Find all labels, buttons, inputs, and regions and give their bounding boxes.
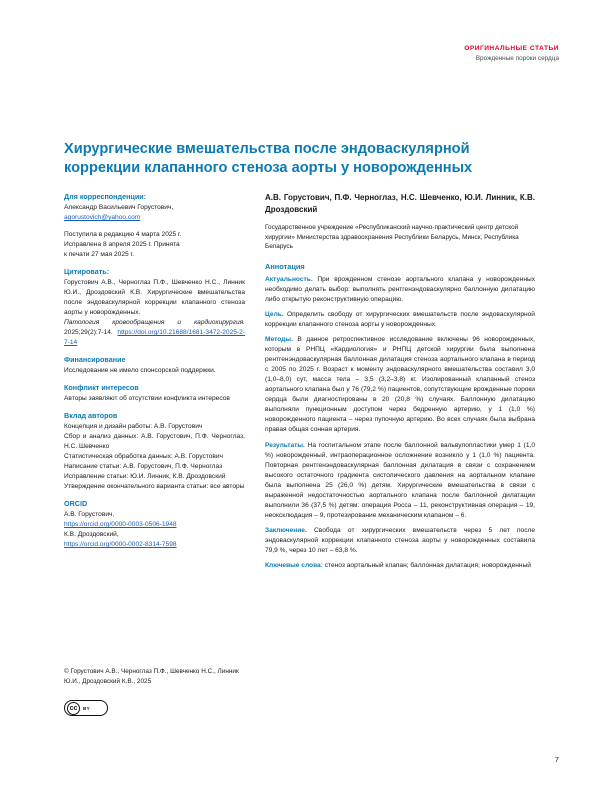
page-title: Хирургические вмешательства после эндоваскулярной коррекции клапанного стеноза аорты у новорожденных [64, 140, 473, 177]
contribution-item: Утверждение окончательного варианта статьи: все авторы [64, 483, 245, 490]
abstract-section-lead: Актуальность. [265, 276, 313, 284]
contribution-item: Написание статьи: А.В. Горустович, П.Ф. Черноглаз [64, 462, 223, 470]
contribution-block [64, 411, 245, 492]
abstract-section-lead: Цель. [265, 311, 284, 319]
citation-journal: Патология кровообращения и кардиохирургия. [64, 319, 245, 327]
running-head [464, 45, 559, 64]
contribution-item: Исправление статьи: Ю.И. Линник, К.В. Дроздовский [64, 472, 226, 480]
abstract-section [265, 275, 535, 305]
author-list: А.В. Горустович, П.Ф. Черноглаз, Н.С. Шевченко, Ю.И. Линник, К.В. Дроздовский [265, 193, 535, 214]
correspondence-name: Александр Васильевич Горустович, [64, 203, 174, 211]
citation-doi-link[interactable]: https://doi.org/10.21688/1681-3472-2025-2-7-14 [64, 329, 245, 347]
affiliation: Государственное учреждение «Республиканский научно-практический центр детской хирургии» Министерства здравоохранения Республики Беларусь, Минск, Республика Беларусь [265, 224, 519, 251]
keywords-lead: Ключевые слова: [265, 561, 323, 569]
dates-block [64, 230, 245, 260]
abstract-heading: Аннотация [265, 262, 305, 272]
abstract-section-text: При врожденном стенозе аортального клапана у новорожденных необходимо делать выбор: выполнять рентгенэндоваскулярно баллонную дилатацию либо открытую реконструктивную операцию. [265, 276, 535, 304]
running-head-subsection: Врожденные пороки сердца [475, 54, 559, 62]
abstract-section [265, 441, 535, 521]
citation-heading: Цитировать: [64, 267, 110, 277]
cc-icon: cc [67, 702, 80, 715]
abstract-section-text: На госпитальном этапе после баллонной вальвулопластики умер 1 (1,0 %) новорожденный, интраоперационное осложнение возникло у 1 (1,0 %) пациента. Повторная рентгенэндоваскулярная баллонная дилатация в связи с сохранением высокого остаточного градиента систолического давления на аортальном клапане была выполнена 25 (26,0 %) детям. Хирургические вмешательства в связи с выраженной недостаточностью аортального клапана после баллонной дилатации выполнили 36 (37,5 %) детям: операция Росса – 11, реконструктивная операция – 19, неоксклюдация – 9, протезирование механическим клапаном – 6. [265, 441, 535, 519]
abstract-section-lead: Методы. [265, 336, 293, 344]
funding-heading: Финансирование [64, 355, 126, 365]
metadata-column [64, 192, 245, 557]
contribution-item: Концепция и дизайн работы: А.В. Горустович [64, 422, 203, 430]
orcid-author-name: К.В. Дроздовский, [64, 530, 119, 538]
abstract-section [265, 335, 535, 435]
conflict-text: Авторы заявляют об отсутствии конфликта интересов [64, 394, 230, 402]
abstract-section-lead: Результаты. [265, 441, 305, 449]
keywords [265, 561, 535, 571]
conflict-heading: Конфликт интересов [64, 383, 139, 393]
abstract-section-lead: Заключение. [265, 526, 307, 534]
date-accepted: к печати 27 мая 2025 г. [64, 251, 134, 258]
correspondence-block [64, 192, 245, 223]
funding-block [64, 355, 245, 376]
correspondence-heading: Для корреспонденции: [64, 192, 147, 201]
contribution-heading: Вклад авторов [64, 410, 118, 420]
conflict-block [64, 383, 245, 404]
contribution-item: Статистическая обработка данных: А.В. Горустович [64, 452, 223, 460]
date-revised: Исправлена 8 апреля 2025 г. Принята [64, 240, 180, 248]
citation-text: Горустович А.В., Черноглаз П.Ф., Шевченко Н.С., Линник Ю.И., Дроздовский К.В. Хирургические вмешательства после эндоваскулярной коррекции клапанного стеноза аорты у новорожденных. [64, 278, 245, 316]
date-received: Поступила в редакцию 4 марта 2025 г. [64, 230, 182, 238]
correspondence-email-link[interactable]: agorustovich@yahoo.com [64, 213, 141, 221]
orcid-link[interactable]: https://orcid.org/0000-0002-8314-7598 [64, 541, 177, 548]
citation-block [64, 267, 245, 348]
abstract-section [265, 310, 535, 330]
running-head-section: ОРИГИНАЛЬНЫЕ СТАТЬИ [464, 45, 559, 52]
abstract-section-text: Определить свободу от хирургических вмешательств после эндоваскулярной коррекции клапанного стеноза аорты у новорожденных. [265, 311, 535, 329]
keywords-text: стеноз аортальный клапан; баллонная дилатация; новорожденный [322, 561, 531, 569]
page-number: 7 [554, 755, 559, 764]
abstract-section-text: В данное ретроспективное исследование включены 96 новорожденных, которым в РНПЦ «Кардиология» и РНПЦ детской хирургии была выполнена рентгенэндоваскулярная баллонная дилатация стеноза аортального клапана в период с 2005 по 2025 г. Возраст к моменту эндоваскулярного вмешательства составил 3,0 (1,0–8,0) сут, масса тела – 3,5 (3,2–3,8) кг. Изолированный клапанный стеноз аортального клапана был у 76 (79,2 %) пациентов, сопутствующие врожденные пороки сердца были диагностированы в 20 (20,8 %) случаях. Баллонную дилатацию выполняли пункционным доступом через бедренную артерию, у 1 (1,0 %) новорожденного пациента – через пупочную артерию. Во всех случаях была выбрана правая общая сонная артерия. [265, 336, 535, 434]
citation-issue: 2025;29(2):7-14. [64, 329, 113, 337]
orcid-author-name: А.В. Горустович, [64, 510, 115, 518]
orcid-block [64, 499, 245, 550]
orcid-heading: ORCID [64, 499, 88, 509]
copyright-notice: © Горустович А.В., Черноглаз П.Ф., Шевченко Н.С., Линник Ю.И., Дроздовский К.В., 2025 [64, 668, 239, 685]
abstract-section-text: Свобода от хирургических вмешательств через 5 лет после эндоваскулярной коррекции клапанного стеноза аорты у новорожденных составила 79,9 %, через 10 лет – 63,8 %. [265, 526, 535, 554]
abstract-section [265, 526, 535, 556]
orcid-link[interactable]: https://orcid.org/0000-0003-0506-1948 [64, 520, 177, 528]
contribution-item: Сбор и анализ данных: А.В. Горустович, П.Ф. Черноглаз, Н.С. Шевченко [64, 432, 245, 450]
creative-commons-badge [64, 700, 108, 716]
cc-by-label: BY [83, 705, 90, 711]
funding-text: Исследование не имело спонсорской поддержки. [64, 367, 216, 374]
abstract-column [265, 192, 535, 576]
